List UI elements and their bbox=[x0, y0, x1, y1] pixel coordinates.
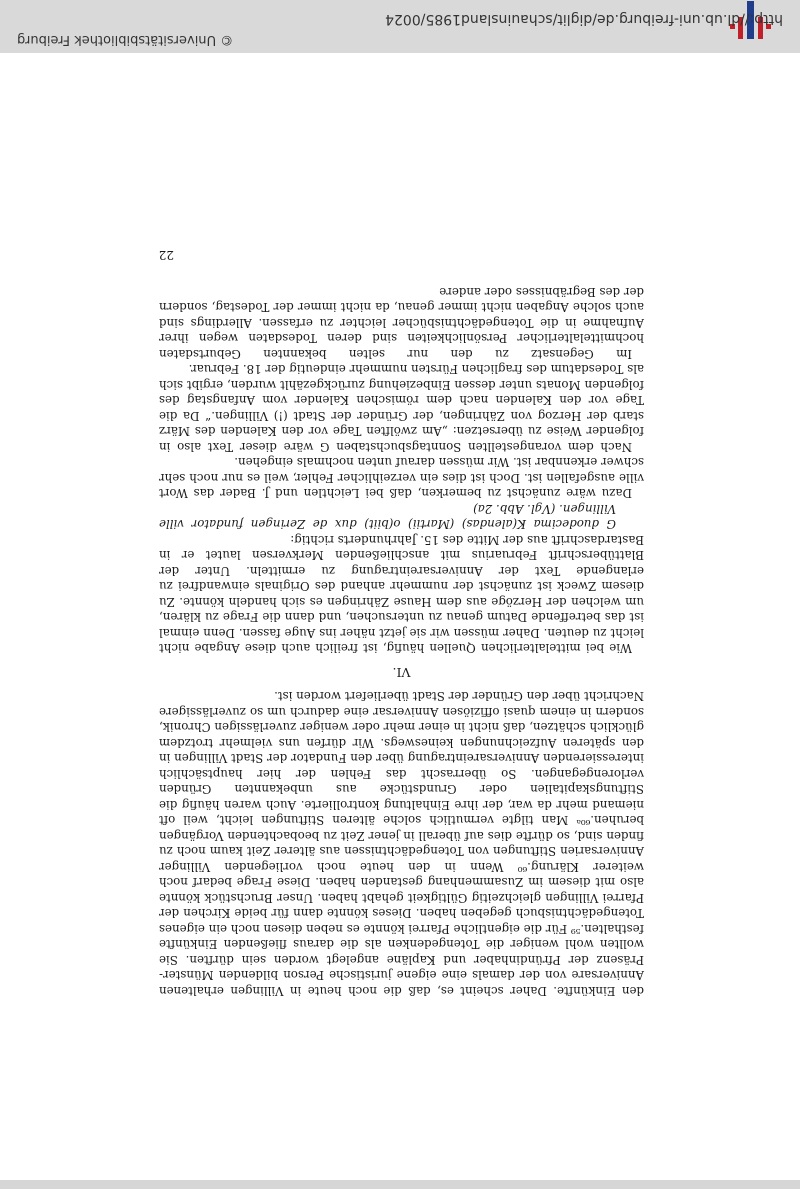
paragraph-5: Im Gegensatz zu den nur selten bekannten Geburtsdaten hochmittelalterlicher Persönlichkeiten sind deren Todesdaten wegen ihrer Aufnahme in die Totengedächtnisbücher leichter zu erfassen. Allerdings sind auch solche Angaben nicht immer genau, da nicht immer der Todestag, sondern der des Begräbnisses oder andere bbox=[159, 285, 644, 361]
quoted-entry: G duodecima K(alendas) (Martii) o(biit) dux de Zeringen fundator ville Villingen. (Vgl. Abb. 2a) bbox=[159, 502, 616, 532]
paragraph-2: Wie bei mittelalterlichen Quellen häufig, ist freilich auch diese Angabe nicht leicht zu deuten. Daher müssen wir sie jetzt näher ins Auge fassen. Denn einmal ist das betreffende Datum genau zu untersuchen, und dann die Frage zu klären, um welchen der Herzöge aus dem Hause Zähringen es sich handeln könnte. Zu diesem Zweck ist zunächst der nummehr anhand des Originals einwandfrei zu erlangende Text der Anniversareintragung zu ermitteln. Unter der Blattüberschrift Februarius mit anschließenden Merkversen lautet er in Bastardaschrift aus der Mitte des 15. Jahrhunderts richtig: bbox=[159, 533, 644, 656]
page-number: 22 bbox=[158, 248, 174, 262]
page-body bbox=[159, 284, 644, 999]
bottom-band bbox=[0, 1180, 800, 1189]
section-heading: VI. bbox=[392, 665, 411, 680]
paragraph-1: den Einkünfte. Daher scheint es, daß die noch heute in Villingen erhaltenen Anniversare von der damals eine eigene juristische Person bildenden Münster-Präsenz der Pfründinhaber und Kapläne angelegt worden sein dürften. Sie wollten wohl weniger die Totengedenken als die daraus fließenden Einkünfte festhalten.⁵⁹ Für die eigentliche Pfarrei könnte es neben diesen noch ein eigenes Totengedächtnisbuch gegeben haben. Dieses könnte dann für beide Kirchen der Pfarrei Villingen gleichzeitig Gültigkeit gehabt haben. Unser Bruchstück könnte also mit diesem im Zusammenhang gestanden haben. Diese Frage bedarf noch weiterer Klärung.⁶⁰ Wenn in den heute noch vorliegenden Villinger Anniversarien Stiftungen von Totengedächtnissen aus älterer Zeit kaum noch zu finden sind, so dürfte dies auf überall in jener Zeit zu beobachtenden Vorgängen beruhen.⁶⁰ᵃ Man tilgte vermutlich solche älteren Stiftungen leicht, weil oft niemand mehr da war, der ihre Einhaltung kontrollierte. Auch waren häufig die Stiftungskapitalien oder Grundstücke aus unbekannten Gründen verlorengegangen. So überrascht das Fehlen der hier hauptsächlich interessierenden Anniversareintragung über den Fundator der Stadt Villingen in den späteren Aufzeichnungen keineswegs. Wir dürfen uns vielmehr trotzdem glücklich schätzen, daß nicht in einer mehr oder weniger zuverlässigen Chronik, sondern in einem quasi offiziösen Anniversar eine dadurch um so zuverlässigere Nachricht über den Gründer der Stadt überliefert worden ist. bbox=[159, 689, 644, 998]
paragraph-3: Dazu wäre zunächst zu bemerken, daß bei Leichtlen und J. Bader das Wort ville ausgefallen ist. Doch ist dies ein verzeihlicher Fehler, weil es nur noch sehr schwer erkennbar ist. Wir müssen darauf unten nochmals eingehen. bbox=[159, 455, 644, 501]
copyright-notice: © Universitätsbibliothek Freiburg bbox=[17, 32, 234, 47]
document-url[interactable]: http://dl.ub.uni-freiburg.de/diglit/schauinsland1985/0024 bbox=[385, 11, 783, 27]
paragraph-4: Nach dem vorangestellten Sonntagsbuchstaben G wäre dieser Text also in folgender Weise zu übersetzen: „Am zwölften Tage vor den Kalenden des März starb der Herzog von Zähringen, der Gründer der Stadt (!) Villingen.“ Da die Tage vor den Kalenden nach dem römischen Kalender vom Anfangstag des folgenden Monats unter dessen Einbeziehung zurückgezählt wurden, ergibt sich als Todesdatum des fraglichen Fürsten nummehr eindeutig der 18. Februar. bbox=[159, 362, 644, 454]
